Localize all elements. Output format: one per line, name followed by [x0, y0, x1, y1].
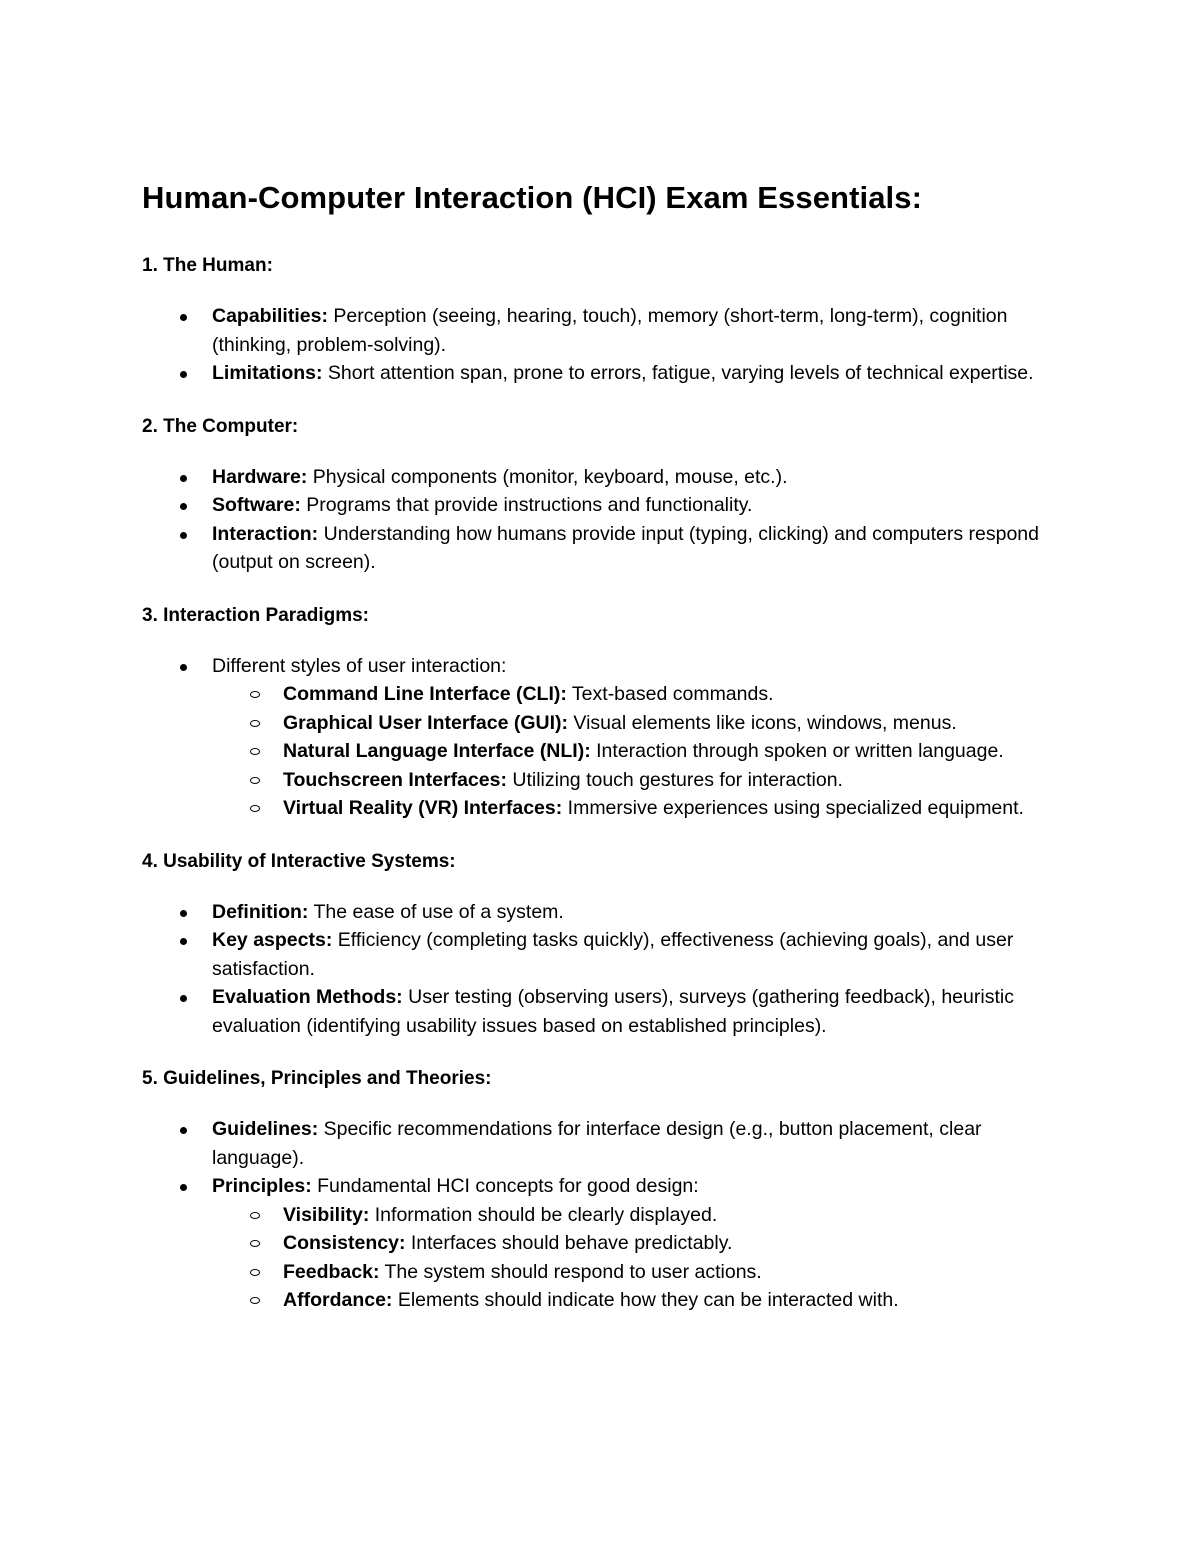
- list-item: [212, 359, 1060, 388]
- sub-list-item: [283, 1229, 1060, 1258]
- sub-list-item: [283, 709, 1060, 738]
- item-text: User testing (observing users), surveys (gathering feedback), heuristic evaluation (identifying usability issues based on established principles).: [212, 986, 1014, 1037]
- item-term: Software:: [212, 494, 301, 516]
- item-text: Text-based commands.: [566, 683, 774, 705]
- item-term: Limitations:: [212, 362, 323, 384]
- section-the-computer: [142, 413, 1060, 577]
- item-term: Touchscreen Interfaces:: [283, 768, 507, 791]
- item-text: Interaction through spoken or written language.: [590, 740, 1004, 762]
- bullet-list: [142, 652, 1060, 823]
- section-heading: 1. The Human:: [142, 255, 273, 276]
- item-term: Visibility:: [283, 1203, 370, 1226]
- list-item: [212, 302, 1060, 359]
- item-term: Affordance:: [283, 1289, 393, 1311]
- item-text: Specific recommendations for interface design (e.g., button placement, clear language).: [212, 1118, 982, 1169]
- item-text: Efficiency (completing tasks quickly), effectiveness (achieving goals), and user satisfaction.: [212, 929, 1014, 980]
- section-heading: 5. Guidelines, Principles and Theories:: [142, 1068, 492, 1089]
- item-text: Interfaces should behave predictably.: [405, 1232, 733, 1254]
- item-text: Physical components (monitor, keyboard, mouse, etc.).: [307, 465, 788, 488]
- sub-list-item: [283, 1258, 1060, 1287]
- item-text: Perception (seeing, hearing, touch), memory (short-term, long-term), cognition (thinking, problem-solving).: [212, 305, 1008, 356]
- item-term: Natural Language Interface (NLI):: [283, 740, 591, 762]
- section-heading: 3. Interaction Paradigms:: [142, 604, 370, 626]
- item-term: Graphical User Interface (GUI):: [283, 711, 568, 734]
- item-text: Different styles of user interaction:: [212, 654, 507, 677]
- sub-list-item: [283, 1286, 1060, 1315]
- item-term: Principles:: [212, 1175, 312, 1197]
- sub-list-item: [283, 737, 1060, 766]
- list-item: [212, 520, 1060, 577]
- section-heading: 4. Usability of Interactive Systems:: [142, 850, 456, 872]
- sub-list-item: [283, 794, 1060, 823]
- item-text: Elements should indicate how they can be interacted with.: [392, 1289, 899, 1311]
- section-guidelines-principles: [142, 1065, 1060, 1315]
- section-usability: [142, 848, 1060, 1041]
- item-text: The ease of use of a system.: [308, 900, 564, 923]
- item-term: Virtual Reality (VR) Interfaces:: [283, 797, 563, 819]
- item-term: Capabilities:: [212, 305, 328, 327]
- item-term: Interaction:: [212, 522, 319, 545]
- section-the-human: [142, 252, 1060, 388]
- item-text: Immersive experiences using specialized equipment.: [562, 797, 1024, 819]
- item-term: Consistency:: [283, 1232, 406, 1254]
- bullet-list: [142, 1115, 1060, 1315]
- section-heading: 2. The Computer:: [142, 415, 299, 437]
- sub-list-item: [283, 766, 1060, 795]
- list-item: [212, 898, 1060, 927]
- bullet-list: [142, 302, 1060, 388]
- sub-list-item: [283, 1201, 1060, 1230]
- bullet-list: [142, 463, 1060, 577]
- item-term: Command Line Interface (CLI):: [283, 683, 567, 705]
- item-text: Short attention span, prone to errors, fatigue, varying levels of technical expertise.: [322, 362, 1034, 384]
- document-title: Human-Computer Interaction (HCI) Exam Essentials:: [142, 180, 923, 215]
- list-item: [212, 463, 1060, 492]
- list-item: [212, 652, 1060, 823]
- item-text: Utilizing touch gestures for interaction.: [506, 768, 843, 791]
- sub-bullet-list: [212, 680, 1060, 823]
- section-interaction-paradigms: [142, 602, 1060, 823]
- list-item: [212, 983, 1060, 1040]
- item-term: Feedback:: [283, 1260, 380, 1283]
- sub-list-item: [283, 680, 1060, 709]
- item-text: The system should respond to user actions.: [379, 1260, 762, 1283]
- item-text: Programs that provide instructions and functionality.: [300, 494, 753, 516]
- list-item: [212, 1115, 1060, 1172]
- list-item: [212, 491, 1060, 520]
- item-term: Evaluation Methods:: [212, 986, 403, 1008]
- list-item: [212, 926, 1060, 983]
- item-term: Guidelines:: [212, 1118, 319, 1140]
- item-term: Hardware:: [212, 465, 308, 488]
- item-term: Definition:: [212, 900, 309, 923]
- list-item: [212, 1172, 1060, 1315]
- item-text: Visual elements like icons, windows, menus.: [568, 711, 957, 734]
- item-term: Key aspects:: [212, 929, 333, 951]
- sub-bullet-list: [212, 1201, 1060, 1315]
- bullet-list: [142, 898, 1060, 1041]
- item-text: Information should be clearly displayed.: [369, 1203, 718, 1226]
- item-text: Understanding how humans provide input (typing, clicking) and computers respond (output on screen).: [212, 522, 1040, 573]
- item-text: Fundamental HCI concepts for good design:: [311, 1175, 699, 1197]
